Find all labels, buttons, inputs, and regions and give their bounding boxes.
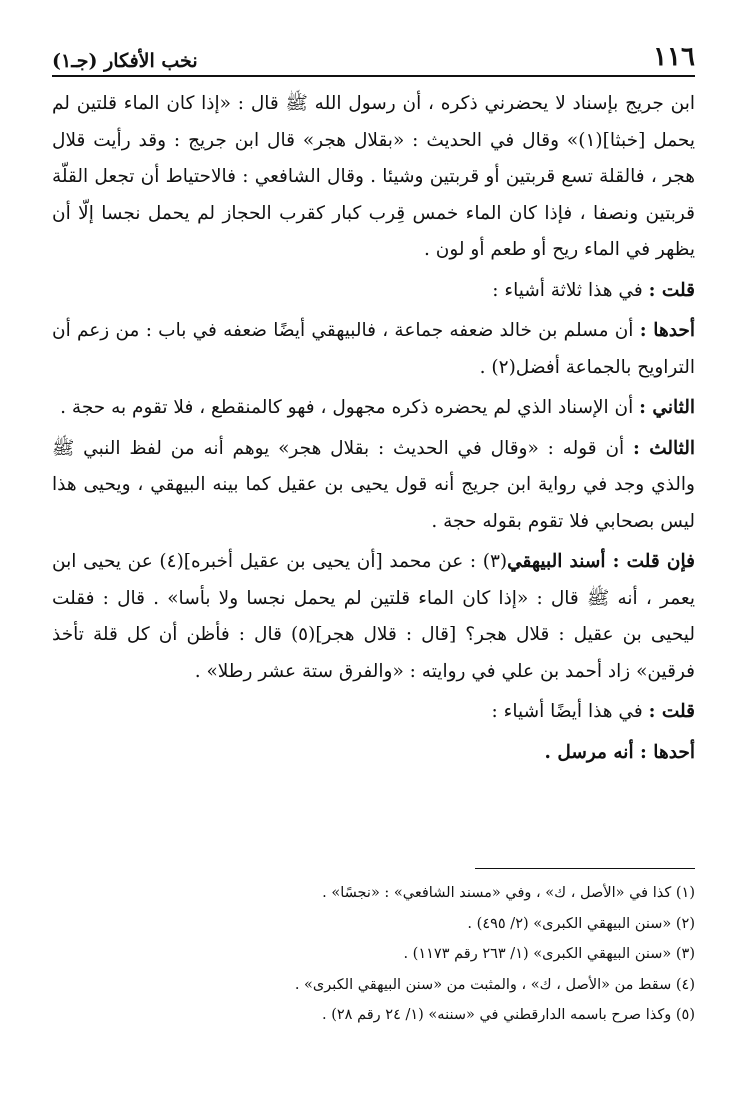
paragraph — [52, 431, 695, 541]
footnote-divider — [475, 868, 695, 869]
paragraph — [52, 390, 695, 427]
paragraph-text: ابن جريج بإسناد لا يحضرني ذكره ، أن رسول الله ﷺ قال : «إذا كان الماء قلتين لم يحمل [خبثا](١)» وقال في الحديث : «بقلال هجر» قال ابن جريج : وقد رأيت قلال هجر ، فالقلة تسع قربتين أو قربتين وشيئا . وقال الشافعي : فالاحتياط أن تجعل القلّة قربتين ونصفا ، فإذا كان الماء خمس قِرب كبار كقرب الحجاز لم يحمل نجسا إلّا أن يظهر في الماء ريح أو طعم أو لون . — [52, 93, 695, 260]
footnote: (١) كذا في «الأصل ، ك» ، وفي «مسند الشافعي» : «نجسًا» . — [322, 885, 695, 901]
footnotes — [52, 878, 695, 1031]
paragraph — [52, 86, 695, 269]
running-header — [52, 40, 695, 77]
paragraph-lead: قلت : — [648, 701, 695, 722]
paragraph-lead: أحدها : — [639, 320, 695, 341]
paragraph — [52, 313, 695, 386]
main-text — [52, 86, 695, 771]
footnote: (٣) «سنن البيهقي الكبرى» (١/ ٢٦٣ رقم ١١٧٣) . — [403, 946, 695, 962]
paragraph-text: أن الإسناد الذي لم يحضره ذكره مجهول ، فهو كالمنقطع ، فلا تقوم به حجة . — [60, 397, 634, 418]
paragraph — [52, 544, 695, 690]
paragraph — [52, 735, 695, 772]
book-title: نخب الأفكار (جـ١) — [52, 50, 198, 72]
paragraph — [52, 694, 695, 731]
footnote: (٤) سقط من «الأصل ، ك» ، والمثبت من «سنن البيهقي الكبرى» . — [294, 976, 695, 993]
paragraph-lead: قلت : — [648, 279, 695, 301]
footnote: (٥) وكذا صرح باسمه الدارقطني في «سننه» (١/ ٢٤ رقم ٢٨) . — [322, 1007, 695, 1023]
page-number: ١١٦ — [653, 42, 695, 72]
paragraph-lead: أحدها : أنه مرسل . — [544, 741, 695, 763]
paragraph-text: في هذا أيضًا أشياء : — [491, 701, 643, 722]
paragraph-text: أن مسلم بن خالد ضعفه جماعة ، فالبيهقي أيضًا ضعفه في باب : من زعم أن التراويح بالجماعة أفضل(٢) . — [52, 320, 695, 378]
paragraph — [52, 273, 695, 310]
paragraph-text: أن قوله : «وقال في الحديث : بقلال هجر» يوهم أنه من لفظ النبي ﷺ والذي وجد في رواية ابن جريج أنه قول يحيى بن عقيل كما بينه البيهقي ، ويحيى هذا ليس بصحابي فلا تقوم بقوله حجة . — [52, 437, 695, 532]
paragraph-lead: الثالث : — [633, 437, 696, 459]
paragraph-text: (٣) : عن محمد [أن يحيى بن عقيل أخبره](٤) عن يحيى ابن يعمر ، أنه ﷺ قال : «إذا كان الماء قلتين لم يحمل نجسا ولا بأسا» . قال : فقلت ليحيى بن عقيل : قلال هجر؟ [قال : قلال هجر](٥) قال : فأظن أن كل قلة تأخذ فرقين» زاد أحمد بن علي في روايته : «والفرق ستة عشر رطلا» . — [52, 551, 695, 682]
paragraph-text: في هذا ثلاثة أشياء : — [492, 279, 643, 301]
footnote: (٢) «سنن البيهقي الكبرى» (٢/ ٤٩٥) . — [467, 915, 695, 932]
paragraph-lead: فإن قلت : أسند البيهقي — [507, 551, 695, 572]
paragraph-lead: الثاني : — [639, 397, 695, 418]
